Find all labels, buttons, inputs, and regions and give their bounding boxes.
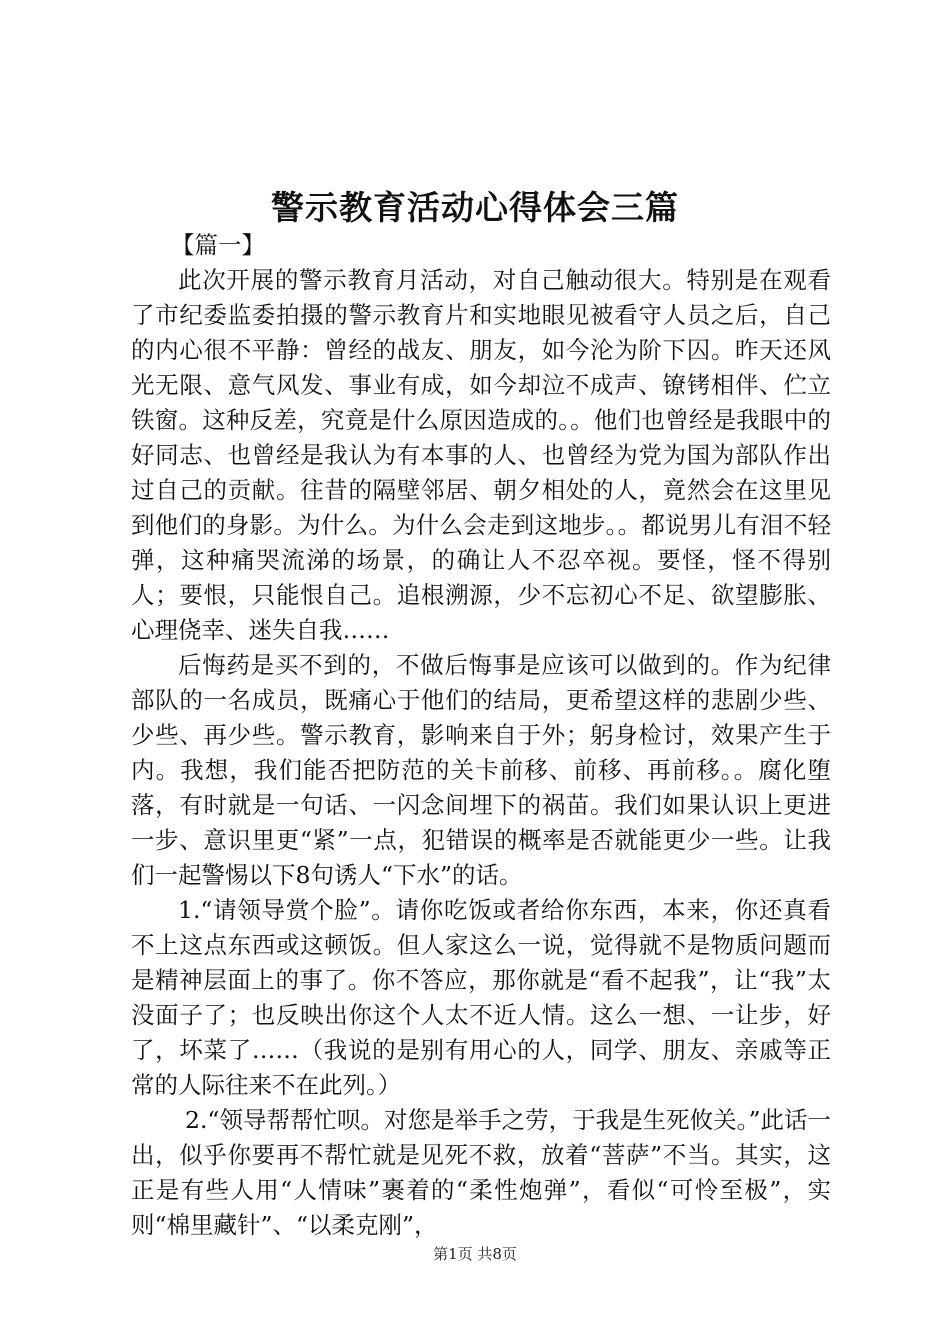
document-title: 警示教育活动心得体会三篇: [271, 188, 679, 227]
paragraph-item-2: 2.“领导帮帮忙呗。对您是举手之劳，于我是生死攸关。”此话一出，似乎你要再不帮忙就是见死不救，放着“菩萨”不当。其实，这正是有些人用“人情味”裹着的“柔性炮弹”，看似“可怜至极”，实则“棉里藏针”、“以柔克刚”，: [131, 1106, 831, 1239]
paragraph: 后悔药是买不到的，不做后悔事是应该可以做到的。作为纪律部队的一名成员，既痛心于他们的结局，更希望这样的悲剧少些、少些、再少些。警示教育，影响来自于外；躬身检讨，效果产生于内。我想，我们能否把防范的关卡前移、前移、再前移。。腐化堕落，有时就是一句话、一闪念间埋下的祸苗。我们如果认识上更进一步、意识里更“紧”一点，犯错误的概率是否就能更少一些。让我们一起警惕以下8句诱人“下水”的话。: [131, 651, 831, 889]
page-footer: 第1页 共8页: [433, 1245, 517, 1263]
paragraph-item-1: 1.“请领导赏个脸”。请你吃饭或者给你东西，本来，你还真看不上这点东西或这顿饭。但人家这么一说，觉得就不是物质问题而是精神层面上的事了。你不答应，那你就是“看不起我”，让“我”太没面子了；也反映出你这个人太不近人情。这么一想、一让步，好了，坏菜了……（我说的是别有用心的人，同学、朋友、亲戚等正常的人际往来不在此列。）: [131, 896, 831, 1099]
document-body: [131, 228, 831, 1243]
paragraph: 此次开展的警示教育月活动，对自己触动很大。特别是在观看了市纪委监委拍摄的警示教育片和实地眼见被看守人员之后，自己的内心很不平静：曾经的战友、朋友，如今沦为阶下囚。昨天还风光无限、意气风发、事业有成，如今却泣不成声、镣铐相伴、伫立铁窗。这种反差，究竟是什么原因造成的。。他们也曾经是我眼中的好同志、也曾经是我认为有本事的人、也曾经为党为国为部队作出过自己的贡献。往昔的隔壁邻居、朝夕相处的人，竟然会在这里见到他们的身影。为什么。为什么会走到这地步。。都说男儿有泪不轻弹，这种痛哭流涕的场景，的确让人不忍卒视。要怪，怪不得别人；要恨，只能恨自己。追根溯源，少不忘初心不足、欲望膨胀、心理侥幸、迷失自我……: [131, 266, 831, 644]
section-label: 【篇一】: [171, 231, 265, 259]
